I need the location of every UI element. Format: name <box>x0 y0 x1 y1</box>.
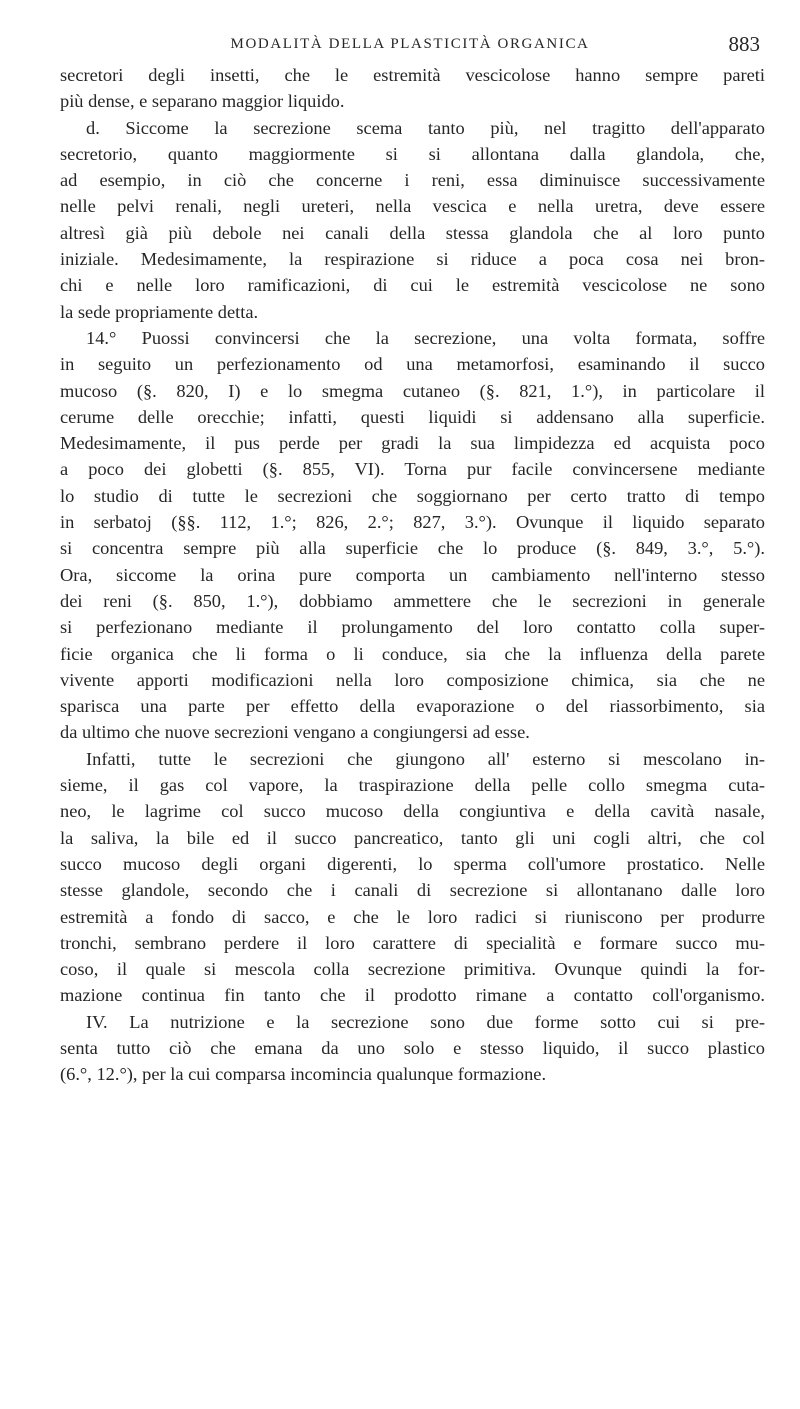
text-line: più dense, e separano maggior liquido. <box>60 91 345 112</box>
text-line: 14.° Puossi convincersi che la secrezione, una volta formata, soffre <box>86 327 765 348</box>
text-line: mazione continua fin tanto che il prodotto rimane a contatto coll'organismo. <box>60 985 765 1006</box>
text-line: dei reni (§. 850, 1.°), dobbiamo ammettere che le secrezioni in generale <box>60 590 765 611</box>
text-line: senta tutto ciò che emana da uno solo e stesso liquido, il succo plastico <box>60 1037 765 1058</box>
text-line: Ora, siccome la orina pure comporta un cambiamento nell'interno stesso <box>60 564 765 585</box>
body-text <box>60 62 765 1088</box>
text-line: secretori degli insetti, che le estremità vescicolose hanno sempre pareti <box>60 65 765 85</box>
running-head <box>60 32 760 60</box>
text-line: tronchi, sembrano perdere il loro carattere di specialità e formare succo mu- <box>60 932 765 953</box>
text-line: neo, le lagrime col succo mucoso della congiuntiva e della cavità nasale, <box>60 801 765 822</box>
page-number: 883 <box>728 32 760 56</box>
text-line: (6.°, 12.°), per la cui comparsa incomincia qualunque formazione. <box>60 1064 547 1085</box>
text-line: la saliva, la bile ed il succo pancreatico, tanto gli uni cogli altri, che col <box>60 827 765 848</box>
text-line: in seguito un perfezionamento od una metamorfosi, esaminando il succo <box>60 354 765 375</box>
text-line: Medesimamente, il pus perde per gradi la sua limpidezza ed acquista poco <box>60 433 765 454</box>
text-line: da ultimo che nuove secrezioni vengano a congiungersi ad esse. <box>60 722 530 743</box>
text-line: mucoso (§. 820, I) e lo smegma cutaneo (§. 821, 1.°), in particolare il <box>60 380 765 401</box>
running-title: MODALITÀ DELLA PLASTICITÀ ORGANICA <box>230 36 590 52</box>
text-line: sparisca una parte per effetto della evaporazione o del riassorbimento, sia <box>60 696 765 717</box>
text-line: la sede propriamente detta. <box>60 301 259 322</box>
text-line: a poco dei globetti (§. 855, VI). Torna pur facile convincersene mediante <box>60 459 765 480</box>
text-line: si concentra sempre più alla superficie che lo produce (§. 849, 3.°, 5.°). <box>60 538 765 559</box>
text-line: IV. La nutrizione e la secrezione sono due forme sotto cui si pre- <box>86 1011 765 1032</box>
text-line: coso, il quale si mescola colla secrezione primitiva. Ovunque quindi la for- <box>60 959 765 980</box>
text-line: vivente apporti modificazioni nella loro composizione chimica, sia che ne <box>60 669 765 690</box>
text-line: si perfezionano mediante il prolungamento del loro contatto colla super- <box>60 617 765 638</box>
text-line: in serbatoj (§§. 112, 1.°; 826, 2.°; 827, 3.°). Ovunque il liquido separato <box>60 512 765 533</box>
text-line: altresì già più debole nei canali della stessa glandola che al loro punto <box>60 222 765 243</box>
text-line: estremità a fondo di sacco, e che le loro radici si riuniscono per produrre <box>60 906 765 927</box>
text-line: stesse glandole, secondo che i canali di secrezione si allontanano dalle loro <box>60 880 765 901</box>
text-line: secretorio, quanto maggiormente si si allontana dalla glandola, che, <box>60 143 765 164</box>
text-line: ficie organica che li forma o li conduce, sia che la influenza della parete <box>60 643 765 664</box>
text-line: nelle pelvi renali, negli ureteri, nella vescica e nella uretra, deve essere <box>60 196 765 217</box>
text-line: chi e nelle loro ramificazioni, di cui le estremità vescicolose ne sono <box>60 275 765 296</box>
text-line: lo studio di tutte le secrezioni che soggiornano per certo tratto di tempo <box>60 485 765 506</box>
text-line: cerume delle orecchie; infatti, questi liquidi si addensano alla superficie. <box>60 406 765 427</box>
text-line: succo mucoso degli organi digerenti, lo sperma coll'umore prostatico. Nelle <box>60 853 765 874</box>
text-line: d. Siccome la secrezione scema tanto più, nel tragitto dell'apparato <box>86 117 765 138</box>
text-line: sieme, il gas col vapore, la traspirazione della pelle collo smegma cuta- <box>60 775 765 796</box>
text-line: iniziale. Medesimamente, la respirazione si riduce a poca cosa nei bron- <box>60 249 765 270</box>
text-line: Infatti, tutte le secrezioni che giungono all' esterno si mescolano in- <box>86 748 765 769</box>
text-line: ad esempio, in ciò che concerne i reni, essa diminuisce successivamente <box>60 170 765 191</box>
